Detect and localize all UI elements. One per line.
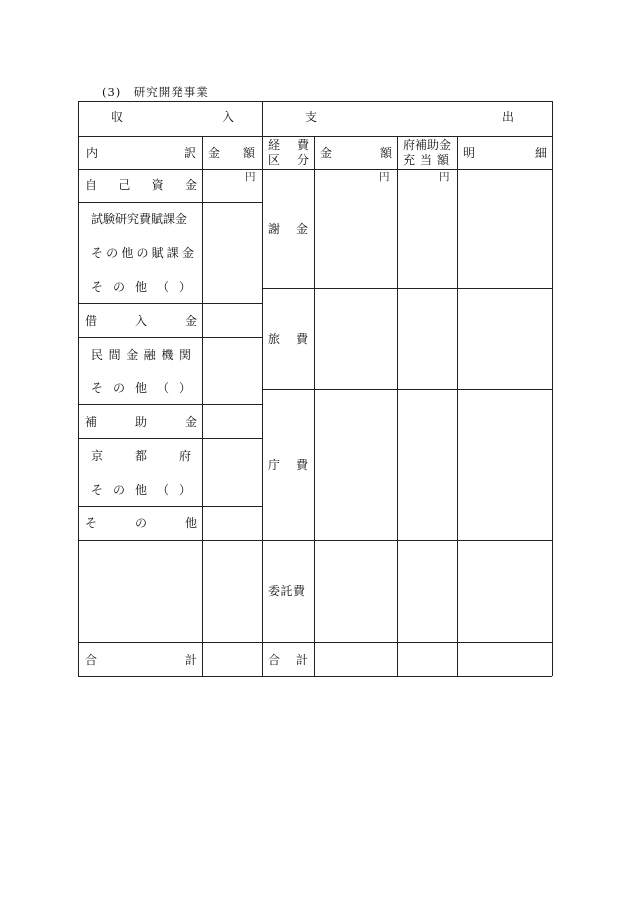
income-other-3: そ の 他 （ ） [91, 483, 191, 497]
col-breakdown-2: 訳 [184, 146, 197, 160]
col-detail-2: 細 [535, 146, 548, 160]
col-category-1: 経 [268, 138, 281, 152]
header-income-1: 収 [111, 110, 124, 124]
income-total: 合 計 [85, 653, 197, 667]
expense-office: 庁 費 [268, 458, 308, 472]
col-category-3: 区 [268, 153, 281, 167]
expense-commission: 委託費 [268, 584, 306, 598]
unit-subsidy: 円 [439, 171, 450, 183]
expense-total: 合 計 [268, 653, 308, 667]
income-other: そ の 他 [85, 516, 197, 530]
col-subsidy-1: 府補助金 [403, 138, 452, 152]
expense-honorarium: 謝 金 [268, 222, 308, 236]
col-amount-in-2: 額 [243, 146, 256, 160]
income-other-2: そ の 他 （ ） [91, 381, 191, 395]
col-category-4: 分 [297, 153, 310, 167]
income-borrowing: 借 入 金 [85, 314, 197, 328]
income-private-bank: 民 間 金 融 機 関 [91, 348, 191, 362]
unit-amount-in: 円 [245, 171, 256, 183]
col-category-2: 費 [297, 138, 310, 152]
col-amount-out-1: 金 [320, 146, 333, 160]
col-subsidy-2: 充当額 [403, 153, 455, 167]
header-expense-1: 支 [305, 110, 318, 124]
income-research-levy: 試験研究費賦課金 [91, 212, 188, 226]
col-detail-1: 明 [463, 146, 476, 160]
header-income-2: 入 [222, 110, 235, 124]
income-own-funds: 自 己 資 金 [85, 178, 197, 192]
unit-amount-out: 円 [379, 171, 390, 183]
income-subsidy: 補 助 金 [85, 415, 197, 429]
income-other-1: そ の 他 （ ） [91, 280, 191, 294]
col-amount-in-1: 金 [208, 146, 221, 160]
expense-travel: 旅 費 [268, 332, 308, 346]
section-title: (3) 研究開発事業 [102, 85, 209, 99]
header-expense-2: 出 [502, 110, 515, 124]
income-kyoto: 京 都 府 [91, 449, 191, 463]
income-other-levy: そ の 他 の 賦 課 金 [91, 246, 194, 260]
col-amount-out-2: 額 [380, 146, 393, 160]
col-breakdown-1: 内 [86, 146, 99, 160]
